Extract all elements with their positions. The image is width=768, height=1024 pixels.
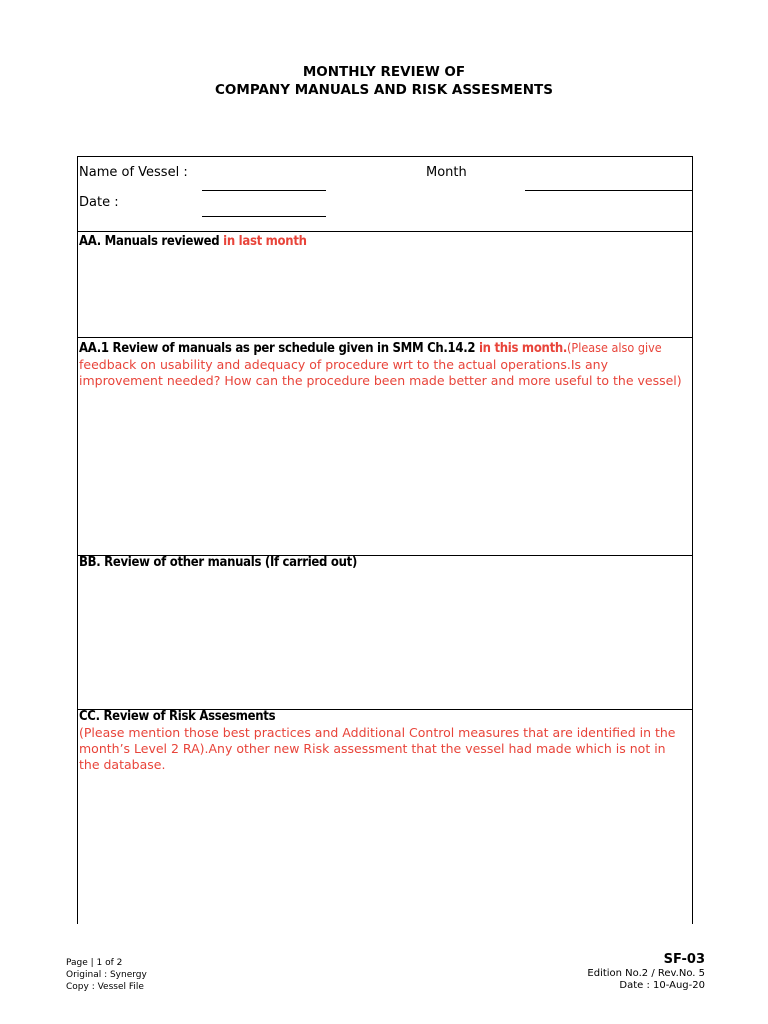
section-bb-entry-area[interactable] [78,573,692,707]
section-aa1-note: feedback on usability and adequacy of procedure wrt to the actual operations.Is any improvement needed? How can the procedure been made better and more useful to the vessel) [79,357,682,388]
section-bb-heading: BB. Review of other manuals (If carried out) [79,555,357,570]
section-aa-highlight: in last month [223,234,307,249]
section-aa-heading [79,234,307,250]
section-aa1-note-start: (Please also give [567,340,662,355]
footer-right [587,952,705,992]
footer-left [66,957,147,993]
section-aa-entry-area[interactable] [78,251,692,336]
section-aa1-title: AA.1 Review of manuals as per schedule given in SMM Ch.14.2 [79,341,476,356]
copy-holder: Copy : Vessel File [66,982,144,992]
section-divider [78,337,692,338]
section-cc-entry-area[interactable] [78,777,692,923]
form-code: SF-03 [663,952,705,967]
section-aa1-highlight: in this month. [478,341,568,356]
month-field[interactable] [525,190,693,191]
review-form [77,156,693,924]
vessel-name-label: Name of Vessel : [79,165,188,180]
date-label: Date : [79,195,119,210]
section-divider [78,231,692,232]
section-aa-title: AA. Manuals reviewed [79,234,220,249]
form-title-line2: COMPANY MANUALS AND RISK ASSESMENTS [215,82,553,98]
section-cc-note: (Please mention those best practices and Additional Control measures that are identified in the month’s Level 2 RA).Any other new Risk assessment that the vessel had made which is not in the database. [79,725,676,772]
month-label: Month [426,165,467,180]
page-number: Page | 1 of 2 [66,958,123,968]
revision-date: Date : 10-Aug-20 [619,980,705,991]
date-field[interactable] [202,216,326,217]
original-holder: Original : Synergy [66,970,147,980]
section-cc-heading: CC. Review of Risk Assesments [79,709,276,724]
form-title-line1: MONTHLY REVIEW OF [302,64,466,80]
section-aa1-heading [79,340,662,357]
section-aa1-entry-area[interactable] [78,393,692,553]
vessel-name-field[interactable] [202,190,326,191]
edition-revision: Edition No.2 / Rev.No. 5 [587,968,705,979]
